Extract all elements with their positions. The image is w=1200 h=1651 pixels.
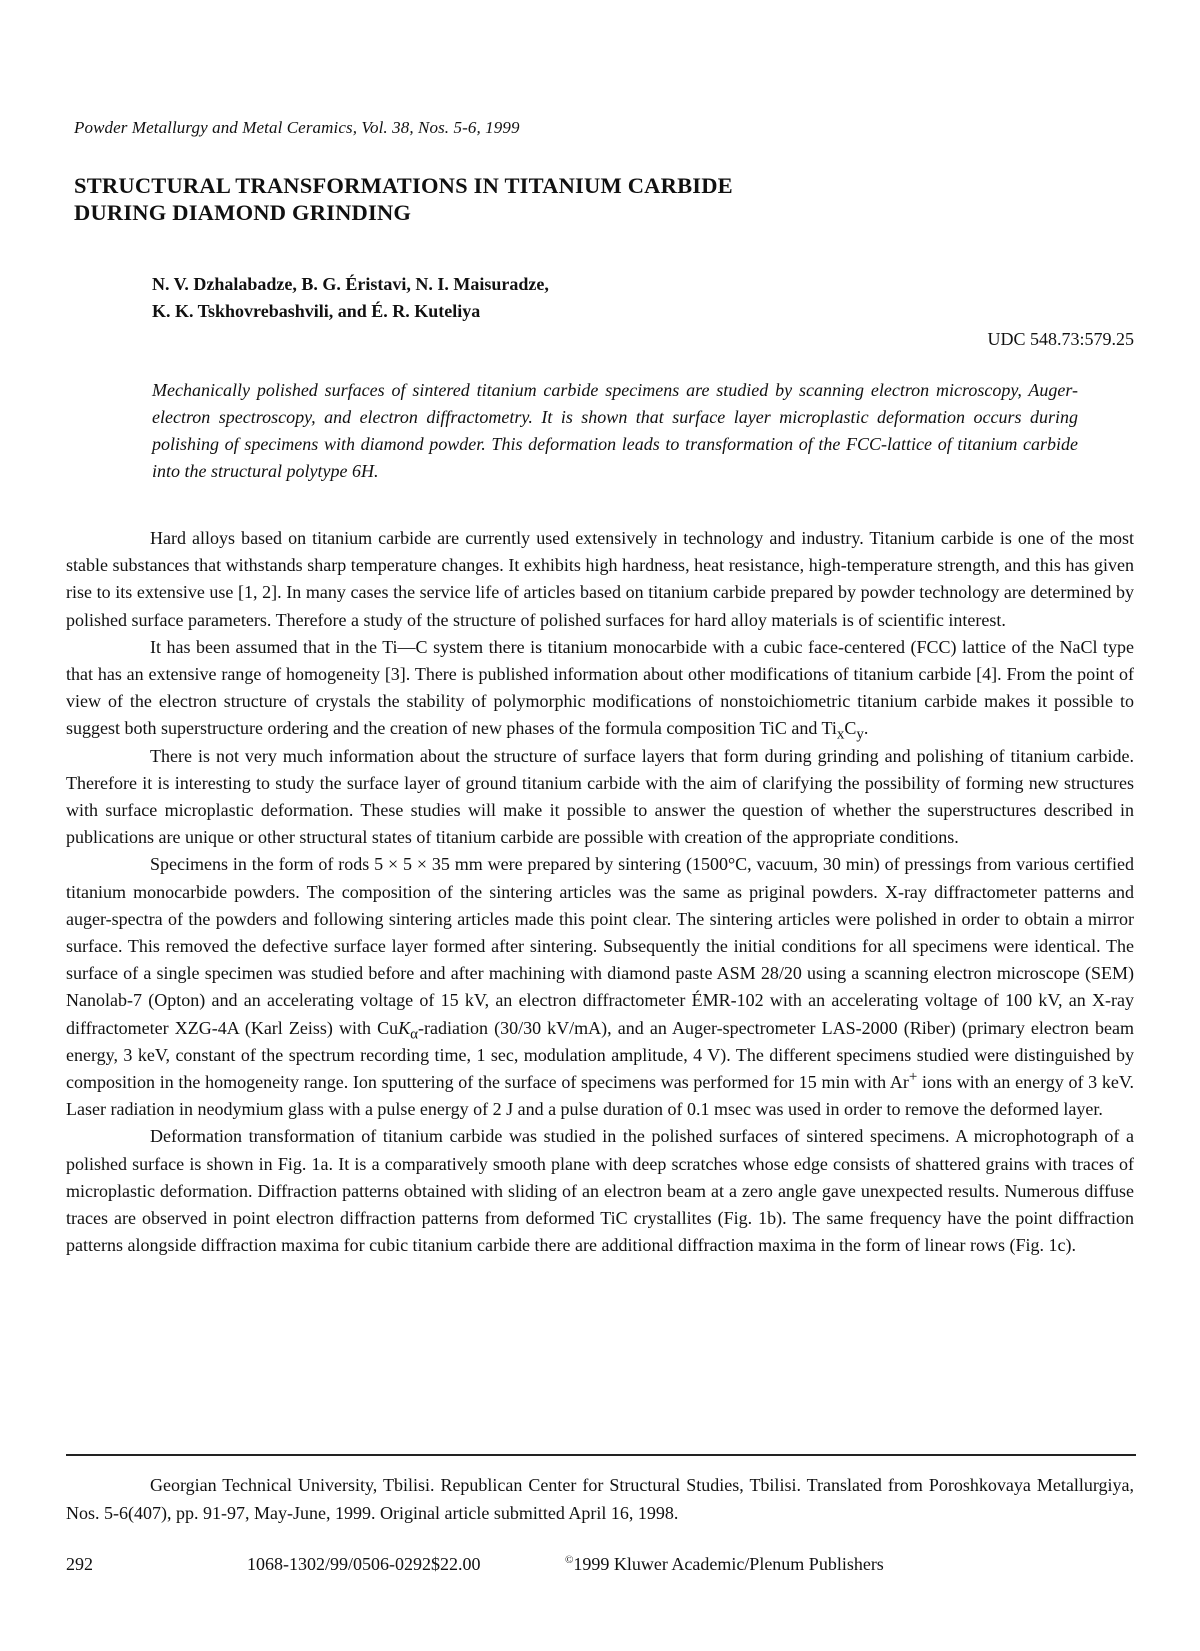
abstract: Mechanically polished surfaces of sintered titanium carbide specimens are studied by scanning electron microscopy, Auger-electron spectroscopy, and electron diffractometry. It is shown that surface layer microplastic deformation occurs during polishing of specimens with diamond powder. This deformation leads to transformation of the FCC-lattice of titanium carbide into the structural polytype 6H. xyxy=(152,380,1078,481)
paragraph-text: -radiation (30/30 kV/mA), and an Auger-spectrometer LAS-2000 (Riber) (primary electron beam energy, 3 keV, constant of the spectrum recording time, 1 sec, modulation amplitude, 4 V). The different specimens studied were distinguished by composition in the homogeneity range. Ion sputtering of the surface of specimens was performed for 15 min with Ar xyxy=(66,1017,1134,1093)
superscript: + xyxy=(908,1069,918,1086)
body-paragraph: There is not very much information about the structure of surface layers that form during grinding and polishing of titanium carbide. Therefore it is interesting to study the surface layer of ground titanium carbide with the aim of clarifying the possibility of forming new structures with surface microplastic deformation. These studies will make it possible to answer the question of whether the superstructures described in publications are unique or other structural states of titanium carbide are possible with creation of the appropriate conditions. xyxy=(66,745,1134,848)
copyright-symbol: © xyxy=(565,1554,574,1566)
affiliation-footnote xyxy=(66,1471,1134,1527)
subscript: y xyxy=(856,727,864,744)
journal-citation: Powder Metallurgy and Metal Ceramics, Vol. 38, Nos. 5-6, 1999 xyxy=(74,118,520,137)
paragraph-text: . xyxy=(863,718,869,739)
paragraph-text: C xyxy=(844,718,857,739)
copyright-notice xyxy=(565,1554,884,1575)
body-paragraph xyxy=(66,851,1134,1123)
paragraph-text: ions with an energy of 3 keV. Laser radiation in neodymium glass with a pulse energy of 2 J and a pulse duration of 0.1 msec was used in order to remove the deformed layer. xyxy=(66,1072,1134,1120)
article-body xyxy=(66,525,1134,1259)
paragraph-text: Specimens in the form of rods 5 × 5 × 35 mm were prepared by sintering (1500°C, vacuum, 30 min) of pressings from various certified titanium monocarbide powders. The composition of the sintering articles was the same as priginal powders. X-ray diffractometer patterns and auger-spectra of the powders and following sintering articles made this point clear. The sintering articles were polished in order to obtain a mirror surface. This removed the defective surface layer formed after sintering. Subsequently the initial conditions for all specimens were identical. The surface of a single specimen was studied before and after machining with diamond paste ASM 28/20 using a scanning electron microscope (SEM) Nanolab-7 (Opton) and an accelerating voltage of 15 kV, an electron diffractometer ÉMR-102 with an accelerating voltage of 100 kV, an X-ray diffractometer XZG-4A (Karl Zeiss) with Cu xyxy=(66,854,1134,1038)
author-list xyxy=(152,271,549,325)
subscript: x xyxy=(836,727,845,744)
body-paragraph: Deformation transformation of titanium carbide was studied in the polished surfaces of sintered specimens. A microphotograph of a polished surface is shown in Fig. 1a. It is a comparatively smooth plane with deep scratches whose edge consists of shattered grains with traces of microplastic deformation. Diffraction patterns obtained with sliding of an electron beam at a zero angle gave unexpected results. Numerous diffuse traces are observed in point electron diffraction patterns from deformed TiC crystallites (Fig. 1b). The same frequency have the point diffraction patterns alongside diffraction maxima for cubic titanium carbide there are additional diffraction maxima in the form of linear rows (Fig. 1c). xyxy=(66,1126,1134,1256)
affiliation-text: Georgian Technical University, Tbilisi. Republican Center for Structural Studies, Tbilisi. Translated from Poroshkovaya Metallurgiya, Nos. 5-6(407), pp. 91-97, May-June, 1999. Original article submitted April 16, 1998. xyxy=(66,1475,1134,1523)
udc-code: UDC 548.73:579.25 xyxy=(987,329,1134,349)
page-number: 292 xyxy=(66,1554,93,1574)
title-line: STRUCTURAL TRANSFORMATIONS IN TITANIUM CARBIDE xyxy=(74,173,733,198)
article-title xyxy=(74,172,1134,226)
body-paragraph: Hard alloys based on titanium carbide are currently used extensively in technology and industry. Titanium carbide is one of the most stable substances that withstands sharp temperature changes. It exhibits high hardness, heat resistance, high-temperature strength, and this has given rise to its extensive use [1, 2]. In many cases the service life of articles based on titanium carbide prepared by powder technology are determined by polished surface parameters. Therefore a study of the structure of polished surfaces for hard alloy materials is of scientific interest. xyxy=(66,528,1134,630)
footnote-divider xyxy=(66,1454,1136,1456)
authors-line: K. K. Tskhovrebashvili, and É. R. Kuteliya xyxy=(152,301,481,321)
issn-code: 1068-1302/99/0506-0292$22.00 xyxy=(247,1554,481,1574)
italic-symbol: K xyxy=(398,1017,411,1038)
authors-line: N. V. Dzhalabadze, B. G. Éristavi, N. I. Maisuradze, xyxy=(152,274,549,294)
paragraph-text: It has been assumed that in the Ti—C system there is titanium monocarbide with a cubic face-centered (FCC) lattice of the NaCl type that has an extensive range of homogeneity [3]. There is published information about other modifications of titanium carbide [4]. From the point of view of the electron structure of crystals the stability of polymorphic modifications of nonstoichiometric titanium carbide makes it possible to suggest both superstructure ordering and the creation of new phases of the formula composition TiC and Ti xyxy=(66,636,1134,739)
subscript: α xyxy=(410,1026,418,1043)
copyright-text: 1999 Kluwer Academic/Plenum Publishers xyxy=(573,1554,884,1574)
title-line: DURING DIAMOND GRINDING xyxy=(74,200,412,225)
body-paragraph xyxy=(66,634,1134,743)
